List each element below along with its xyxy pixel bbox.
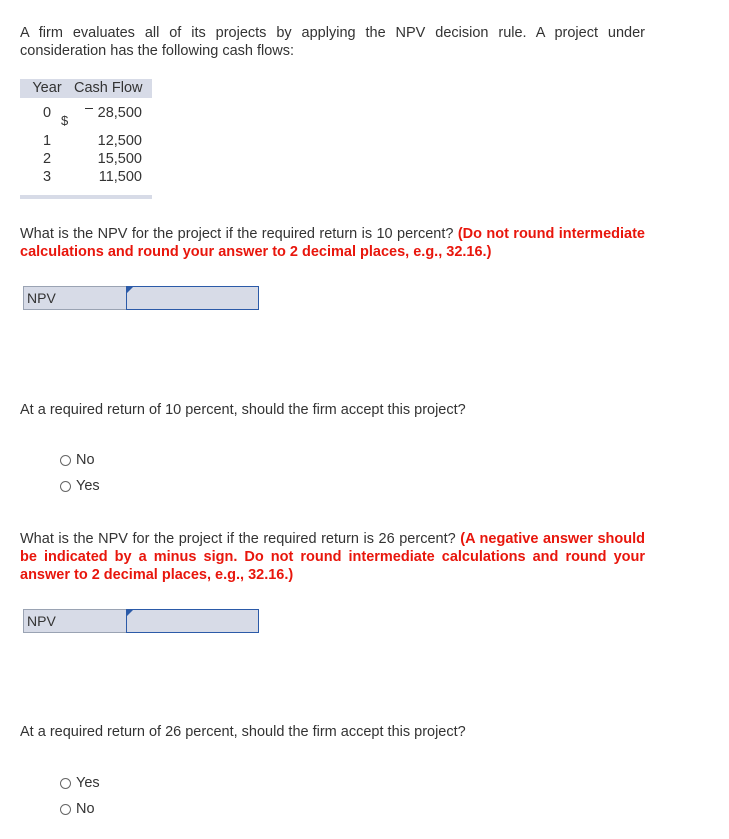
npv-field-1[interactable] xyxy=(126,286,259,310)
currency-symbol: $ xyxy=(61,113,69,128)
radio-circle-icon[interactable] xyxy=(60,455,71,466)
row-cash-flow: 15,500 xyxy=(97,151,142,167)
header-cash-flow: Cash Flow xyxy=(74,80,143,96)
input-corner-icon xyxy=(127,287,133,293)
question-1-text: What is the NPV for the project if the required return is 10 percent? xyxy=(20,226,454,242)
npv-label-1: NPV xyxy=(23,286,127,310)
row-year: 1 xyxy=(42,133,52,149)
table-header xyxy=(20,79,152,98)
npv-input-group-2 xyxy=(23,609,259,633)
question-4: At a required return of 26 percent, should the firm accept this project? xyxy=(20,724,466,740)
radio-label: No xyxy=(76,452,95,468)
question-3-text: What is the NPV for the project if the required return is 26 percent? xyxy=(20,531,456,547)
negative-mark xyxy=(85,108,93,109)
header-year: Year xyxy=(32,80,62,96)
intro-text: A firm evaluates all of its projects by applying the NPV decision rule. A project under consideration has the following cash flows: xyxy=(20,25,645,59)
row-year: 2 xyxy=(42,151,52,167)
question-3 xyxy=(20,530,645,584)
npv-input-1[interactable] xyxy=(127,287,258,309)
radio-option-yes-1[interactable] xyxy=(60,477,100,495)
radio-circle-icon[interactable] xyxy=(60,804,71,815)
table-row xyxy=(20,168,152,186)
radio-option-no-2[interactable] xyxy=(60,800,95,818)
npv-label-2: NPV xyxy=(23,609,127,633)
radio-option-yes-2[interactable] xyxy=(60,774,100,792)
table-row xyxy=(20,104,152,122)
row-year: 0 xyxy=(42,105,52,121)
row-cash-flow: 28,500 xyxy=(97,105,142,121)
cash-flow-table xyxy=(20,79,152,185)
radio-label: Yes xyxy=(76,775,100,791)
npv-input-2[interactable] xyxy=(127,610,258,632)
table-footer-bar xyxy=(20,195,152,199)
row-cash-flow: 12,500 xyxy=(97,133,142,149)
radio-circle-icon[interactable] xyxy=(60,481,71,492)
row-year: 3 xyxy=(42,169,52,185)
radio-circle-icon[interactable] xyxy=(60,778,71,789)
row-cash-flow: 11,500 xyxy=(98,169,142,185)
radio-option-no-1[interactable] xyxy=(60,451,95,469)
table-row xyxy=(20,132,152,150)
radio-label: No xyxy=(76,801,95,817)
npv-field-2[interactable] xyxy=(126,609,259,633)
input-corner-icon xyxy=(127,610,133,616)
npv-input-group-1 xyxy=(23,286,259,310)
radio-label: Yes xyxy=(76,478,100,494)
question-2: At a required return of 10 percent, should the firm accept this project? xyxy=(20,402,466,418)
question-3-instruction: (A negative answer should be indicated by a minus sign. Do not round intermediate calculations and round your answer to 2 decimal places, e.g., 32.16.) xyxy=(20,531,645,583)
table-row xyxy=(20,150,152,168)
question-1 xyxy=(20,225,645,261)
question-1-instruction: (Do not round intermediate calculations and round your answer to 2 decimal places, e.g., 32.16.) xyxy=(20,226,645,260)
